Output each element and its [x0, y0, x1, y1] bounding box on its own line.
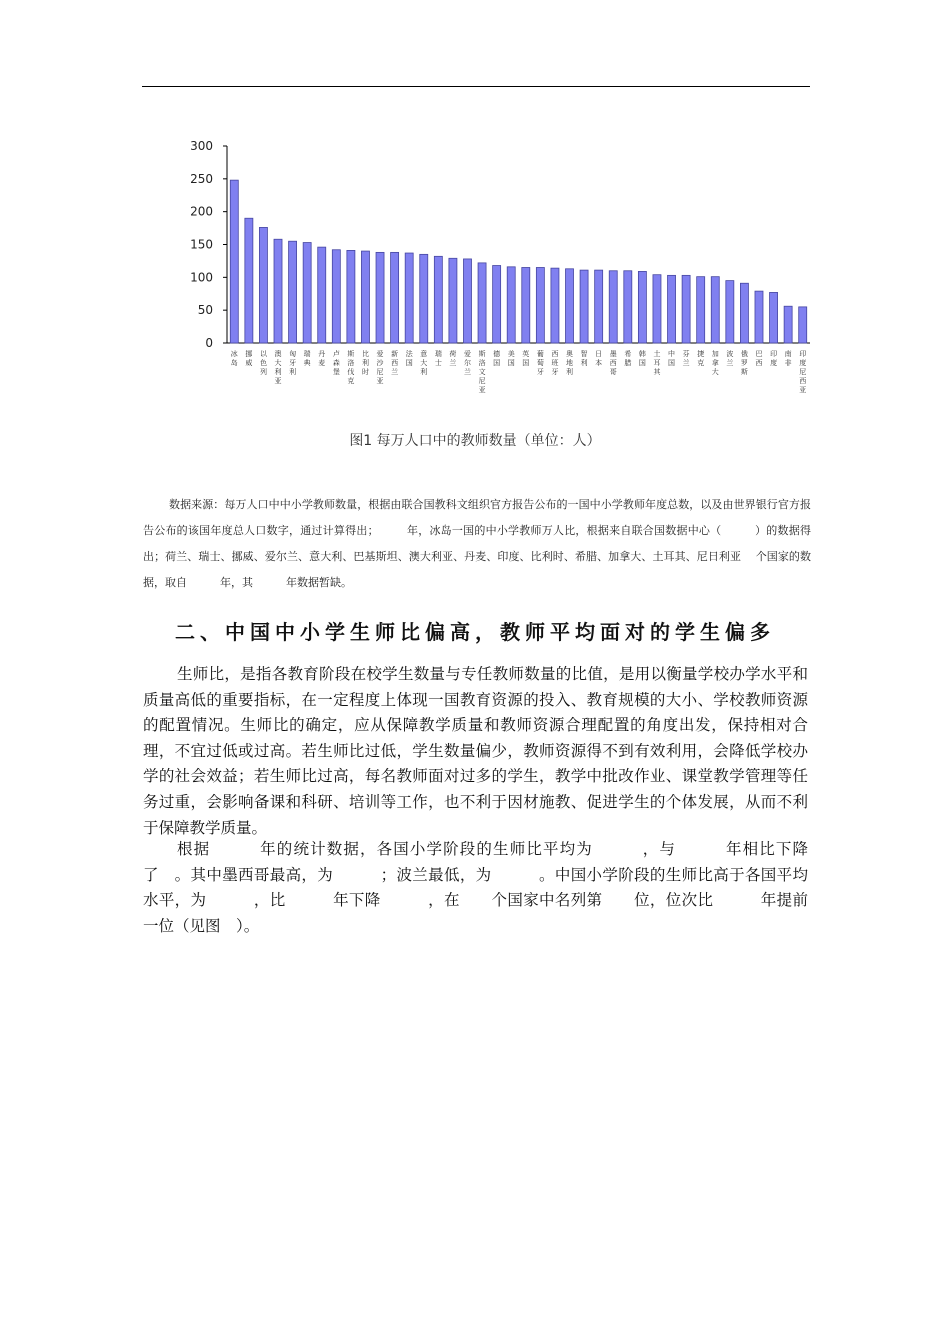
body-paragraph: 生师比，是指各教育阶段在校学生数量与专任教师数量的比值，是用以衡量学校办学水平和质量高低的重要指标，在一定程度上体现一国教育资源的投入、教育规模的大小、学校教师资源的配置情况。生师比的确定，应从保障教学质量和教师资源合理配置的角度出发，保持相对合理，不宜过低或过高。若生师比过低，学生数量偏少，教师资源得不到有效利用，会降低学校办学的社会效益；若生师比过高，每名教师面对过多的学生，教学中批改作业、课堂教学管理等任务过重，会影响备课和科研、培训等工作，也不利于因材施教、促进学生的个体发展，从而不利于保障教学质量。	[143, 665, 808, 837]
bar	[493, 266, 501, 343]
x-tick-label: 捷克	[697, 350, 705, 367]
x-tick-label: 瑞典	[303, 350, 311, 367]
x-tick-label: 葡萄牙	[536, 350, 544, 376]
y-tick-label: 250	[190, 171, 213, 186]
x-tick-label: 韩国	[638, 350, 646, 367]
bar	[274, 239, 282, 343]
bar	[595, 270, 603, 343]
x-tick-label: 澳大利亚	[274, 350, 282, 385]
bar	[478, 263, 486, 343]
bar	[536, 267, 544, 343]
x-tick-label: 挪威	[245, 350, 253, 367]
y-tick-label: 0	[205, 336, 213, 350]
bar	[697, 277, 705, 343]
x-tick-label: 斯洛文尼亚	[478, 350, 486, 394]
bar	[755, 291, 763, 343]
bar	[230, 180, 238, 343]
y-tick-label: 150	[190, 237, 213, 252]
x-tick-label: 日本	[595, 350, 603, 367]
bar	[668, 275, 676, 343]
x-tick-label: 瑞士	[434, 350, 442, 367]
x-tick-label: 英国	[522, 350, 530, 367]
bar	[289, 241, 297, 343]
x-tick-label: 冰岛	[230, 350, 238, 367]
bar	[784, 306, 792, 343]
x-tick-label: 墨西哥	[609, 350, 617, 376]
bar	[245, 218, 253, 343]
bar	[361, 251, 369, 343]
x-tick-label: 卢森堡	[332, 350, 340, 376]
x-tick-label: 丹麦	[318, 350, 326, 367]
x-tick-label: 智利	[580, 350, 588, 367]
bar	[332, 250, 340, 343]
bar	[434, 256, 442, 343]
bar	[638, 271, 646, 343]
x-tick-label: 南非	[784, 350, 792, 367]
y-tick-label: 100	[190, 270, 213, 285]
bar	[653, 275, 661, 343]
bar	[259, 227, 267, 343]
bar	[740, 283, 748, 343]
section-heading: 二、中国中小学生师比偏高，教师平均面对的学生偏多	[175, 620, 775, 644]
bar	[522, 267, 530, 343]
x-tick-label: 印度	[770, 350, 778, 367]
x-tick-label: 荷兰	[449, 350, 457, 367]
body-paragraph: 根据 年的统计数据，各国小学阶段的生师比平均为 ，与 年相比下降了 。其中墨西哥最高，为 ；波兰最低，为 。中国小学阶段的生师比高于各国平均水平，为 ，比 年下降 ，在 个国家中名列第 位，位次比 年提前一位（见图 ）。	[143, 840, 808, 935]
x-tick-label: 斯洛伐克	[347, 350, 355, 385]
bar	[799, 307, 807, 343]
x-tick-label: 新西兰	[391, 350, 399, 376]
bar	[624, 271, 632, 343]
y-tick-label: 50	[197, 303, 213, 318]
x-tick-label: 匈牙利	[289, 350, 297, 376]
figure-caption: 图1 每万人口中的教师数量（单位：人）	[349, 433, 601, 449]
bar	[449, 258, 457, 343]
x-tick-label: 芬兰	[682, 350, 690, 367]
y-tick-label: 200	[190, 204, 213, 219]
x-tick-label: 法国	[405, 350, 413, 367]
header-rule	[142, 86, 810, 87]
bar	[551, 268, 559, 343]
x-tick-label: 加拿大	[711, 350, 719, 376]
x-tick-label: 土耳其	[653, 350, 661, 376]
x-tick-label: 西班牙	[551, 350, 559, 376]
x-tick-label: 希腊	[624, 350, 632, 367]
bar	[770, 292, 778, 343]
bar	[376, 252, 384, 343]
bars	[230, 180, 806, 343]
x-tick-label: 波兰	[726, 350, 734, 367]
x-tick-label: 俄罗斯	[740, 350, 748, 376]
x-tick-label: 意大利	[420, 350, 428, 376]
bar	[391, 252, 399, 343]
bar	[463, 259, 471, 343]
bar	[726, 281, 734, 343]
bar	[580, 270, 588, 343]
bar	[405, 253, 413, 343]
bar	[566, 269, 574, 343]
bar	[682, 275, 690, 343]
x-tick-label: 爱沙尼亚	[376, 350, 384, 385]
y-tick-label: 300	[190, 139, 213, 153]
x-tick-label: 以色列	[259, 350, 267, 376]
bar	[420, 254, 428, 343]
bar	[347, 250, 355, 343]
bar	[507, 267, 515, 343]
x-tick-label: 比利时	[361, 350, 369, 376]
data-source-note: 数据来源：每万人口中中小学教师数量，根据由联合国教科文组织官方报告公布的一国中小学教师年度总数，以及由世界银行官方报告公布的该国年度总人口数字，通过计算得出； 年，冰岛一国的中小学教师万人比，根据来自联合国数据中心（ ）的数据得出；荷兰、瑞士、挪威、爱尔兰、意大利、巴基斯坦、澳大利亚、丹麦、印度、比利时、希腊、加拿大、土耳其、尼日利亚 个国家的数据，取自 年，其 年数据暂缺。	[143, 498, 811, 589]
x-tick-label: 美国	[507, 350, 515, 367]
x-axis-labels	[231, 349, 806, 394]
x-tick-label: 德国	[493, 350, 501, 367]
x-tick-label: 印度尼西亚	[799, 350, 807, 394]
x-tick-label: 巴西	[755, 350, 763, 367]
bar	[303, 243, 311, 343]
x-tick-label: 爱尔兰	[463, 350, 471, 376]
x-tick-label: 奥地利	[566, 350, 574, 376]
teacher-per-10k-bar-chart	[180, 130, 820, 420]
bar	[318, 247, 326, 343]
bar	[711, 277, 719, 343]
x-tick-label: 中国	[668, 350, 676, 367]
bar	[609, 271, 617, 343]
